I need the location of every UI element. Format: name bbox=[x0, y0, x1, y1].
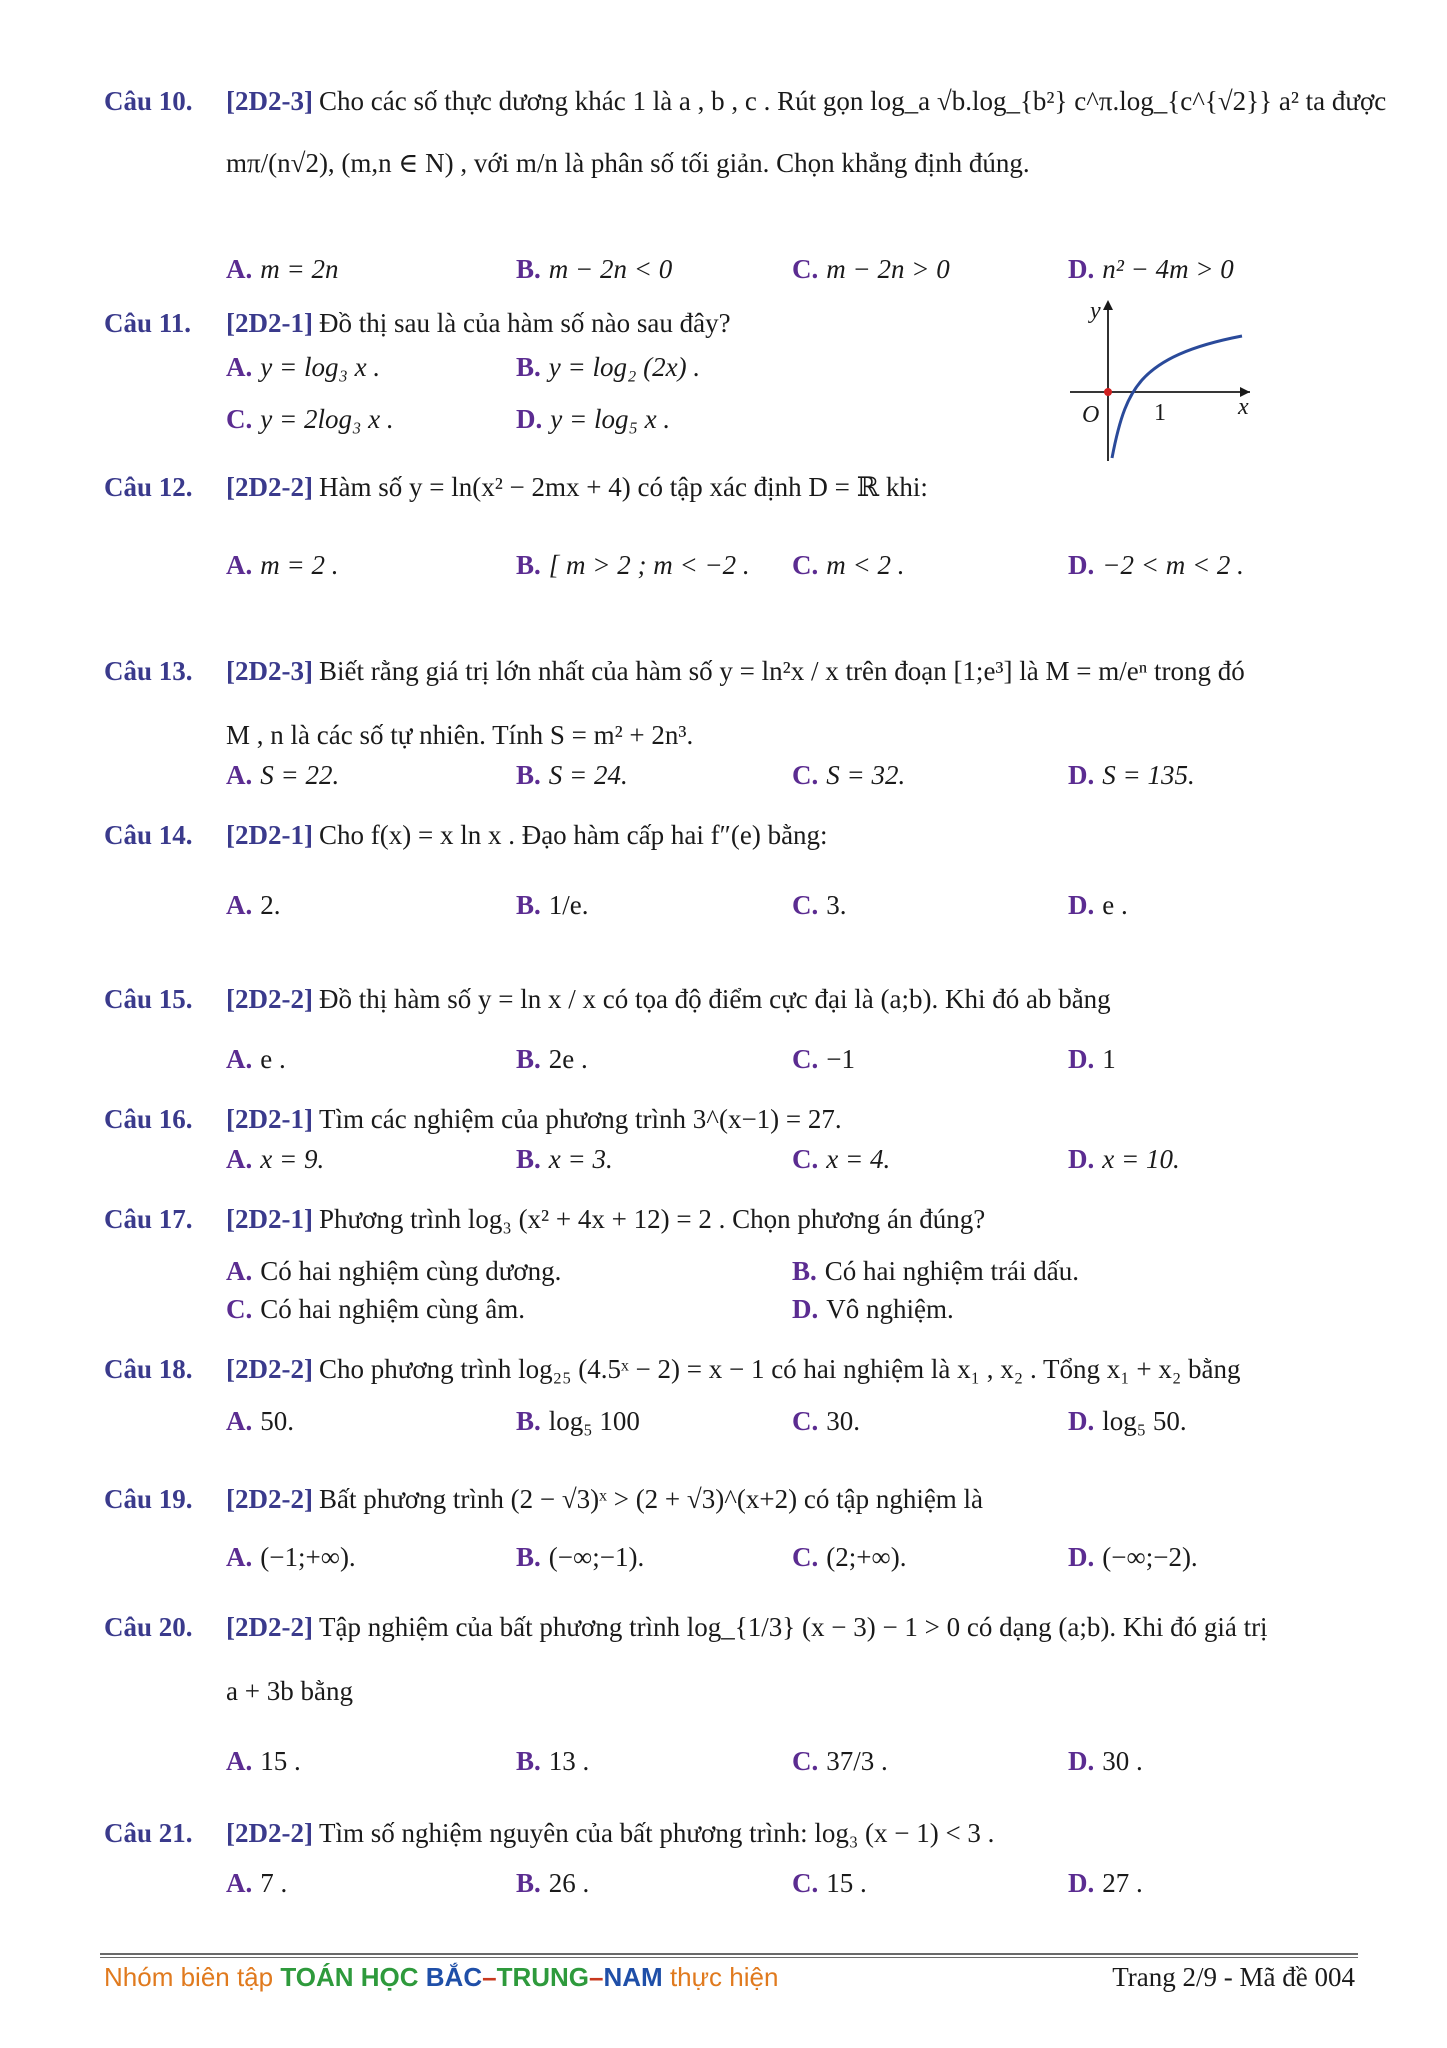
question-20-continuation: a + 3b bằng bbox=[226, 1676, 353, 1706]
option-d: D. 30 . bbox=[1068, 1746, 1143, 1776]
option-d: D. 1 bbox=[1068, 1044, 1116, 1074]
question-number: Câu 15. bbox=[104, 984, 193, 1014]
question-number: Câu 10. bbox=[104, 86, 193, 116]
option-text: m − 2n > 0 bbox=[826, 254, 950, 284]
option-c: C. −1 bbox=[792, 1044, 855, 1074]
option-b bbox=[516, 252, 672, 286]
option-c: C. 15 . bbox=[792, 1868, 867, 1898]
question-number: Câu 12. bbox=[104, 472, 193, 502]
footer-divider-thin bbox=[100, 1957, 1358, 1958]
footer-bac: BẮC bbox=[425, 1962, 483, 1992]
question-tag: [2D2-1] bbox=[226, 820, 313, 850]
question-tag: [2D2-2] bbox=[226, 1354, 313, 1384]
question-tag: [2D2-2] bbox=[226, 472, 313, 502]
question-18 bbox=[104, 1352, 1354, 1386]
option-d: D. y = log₅ x . bbox=[516, 404, 671, 434]
option-c: C. S = 32. bbox=[792, 760, 906, 790]
x-axis-label: x bbox=[1238, 394, 1249, 420]
option-d: D. (−∞;−2). bbox=[1068, 1542, 1198, 1572]
question-stem: Bất phương trình (2 − √3)ˣ > (2 + √3)^(x+2) có tập nghiệm là bbox=[318, 1484, 984, 1514]
question-tag: [2D2-2] bbox=[226, 1484, 313, 1514]
option-b: B. S = 24. bbox=[516, 760, 628, 790]
question-number: Câu 13. bbox=[104, 656, 193, 686]
option-d: D. Vô nghiệm. bbox=[792, 1294, 954, 1324]
option-b: B. 1/e. bbox=[516, 890, 589, 920]
question-13 bbox=[104, 654, 1354, 688]
question-stem: Hàm số y = ln(x² − 2mx + 4) có tập xác định D = ℝ khi: bbox=[318, 472, 928, 502]
question-tag: [2D2-1] bbox=[226, 308, 313, 338]
option-label: D. bbox=[1068, 254, 1095, 284]
footer-dash: – bbox=[589, 1962, 604, 1992]
option-c bbox=[792, 252, 950, 286]
question-13-continuation: M , n là các số tự nhiên. Tính S = m² + 2n³. bbox=[226, 720, 694, 750]
option-c: C. y = 2log₃ x . bbox=[226, 404, 394, 434]
option-label: A. bbox=[226, 254, 253, 284]
option-c: C. 3. bbox=[792, 890, 847, 920]
question-tag: [2D2-3] bbox=[226, 86, 313, 116]
log-graph-figure bbox=[1060, 296, 1260, 466]
footer-dash: – bbox=[482, 1962, 497, 1992]
option-b: B. (−∞;−1). bbox=[516, 1542, 645, 1572]
option-a: A. m = 2 . bbox=[226, 550, 339, 580]
question-number: Câu 21. bbox=[104, 1818, 193, 1848]
option-d: D. S = 135. bbox=[1068, 760, 1195, 790]
question-number: Câu 14. bbox=[104, 820, 193, 850]
y-axis-label: y bbox=[1090, 298, 1101, 324]
question-21 bbox=[104, 1816, 1354, 1850]
question-stem: Cho các số thực dương khác 1 là a , b , c . Rút gọn log_a √b.log_{b²} c^π.log_{c^{√2}} a² ta được bbox=[318, 86, 1387, 116]
question-stem: Cho phương trình log₂₅ (4.5ˣ − 2) = x − 1 có hai nghiệm là x₁ , x₂ . Tổng x₁ + x₂ bằng bbox=[318, 1354, 1241, 1384]
question-tag: [2D2-2] bbox=[226, 1612, 313, 1642]
option-c: C. (2;+∞). bbox=[792, 1542, 907, 1572]
page-number: Trang 2/9 - Mã đề 004 bbox=[1112, 1962, 1355, 1992]
footer-trung: TRUNG bbox=[496, 1962, 590, 1992]
option-b: B. 13 . bbox=[516, 1746, 590, 1776]
option-a: A. 7 . bbox=[226, 1868, 288, 1898]
option-b: B. y = log₂ (2x) . bbox=[516, 352, 701, 382]
option-b: B. x = 3. bbox=[516, 1144, 613, 1174]
option-b: B. 2e . bbox=[516, 1044, 588, 1074]
question-16 bbox=[104, 1102, 1354, 1136]
option-a: A. 2. bbox=[226, 890, 281, 920]
question-stem: Biết rằng giá trị lớn nhất của hàm số y = ln²x / x trên đoạn [1;e³] là M = m/eⁿ trong đó bbox=[318, 656, 1245, 686]
origin-point bbox=[1104, 388, 1112, 396]
option-c: C. 30. bbox=[792, 1406, 860, 1436]
question-stem: Tìm các nghiệm của phương trình 3^(x−1) = 27. bbox=[318, 1104, 842, 1134]
option-label: B. bbox=[516, 254, 541, 284]
question-number: Câu 20. bbox=[104, 1612, 193, 1642]
option-a: A. (−1;+∞). bbox=[226, 1542, 356, 1572]
option-c: C. Có hai nghiệm cùng âm. bbox=[226, 1294, 525, 1324]
question-tag: [2D2-2] bbox=[226, 1818, 313, 1848]
question-20 bbox=[104, 1610, 1354, 1644]
question-10-continuation: mπ/(n√2), (m,n ∈ N) , với m/n là phân số tối giản. Chọn khẳng định đúng. bbox=[226, 148, 1030, 178]
footer-prefix: Nhóm biên tập bbox=[104, 1962, 274, 1992]
option-text: m = 2n bbox=[260, 254, 339, 284]
question-14 bbox=[104, 818, 1354, 852]
footer-credit bbox=[104, 1962, 778, 1993]
origin-label: O bbox=[1082, 402, 1100, 428]
question-number: Câu 11. bbox=[104, 308, 192, 338]
option-a: A. 50. bbox=[226, 1406, 294, 1436]
option-a: A. S = 22. bbox=[226, 760, 340, 790]
option-c: C. 37/3 . bbox=[792, 1746, 888, 1776]
option-d: D. log₅ 50. bbox=[1068, 1406, 1187, 1436]
y-axis-arrow bbox=[1103, 300, 1113, 310]
question-stem: Phương trình log₃ (x² + 4x + 12) = 2 . Chọn phương án đúng? bbox=[318, 1204, 986, 1234]
question-number: Câu 19. bbox=[104, 1484, 193, 1514]
question-tag: [2D2-1] bbox=[226, 1104, 313, 1134]
footer-divider bbox=[100, 1953, 1358, 1955]
option-a: A. y = log₃ x . bbox=[226, 352, 381, 382]
question-10 bbox=[104, 84, 1387, 118]
footer-suffix: thực hiện bbox=[669, 1962, 779, 1992]
question-tag: [2D2-1] bbox=[226, 1204, 313, 1234]
option-b: B. [ m > 2 ; m < −2 . bbox=[516, 550, 750, 580]
question-stem: Đồ thị hàm số y = ln x / x có tọa độ điểm cực đại là (a;b). Khi đó ab bằng bbox=[318, 984, 1111, 1014]
curve bbox=[1112, 336, 1242, 458]
option-a: A. e . bbox=[226, 1044, 286, 1074]
question-tag: [2D2-2] bbox=[226, 984, 313, 1014]
option-d: D. −2 < m < 2 . bbox=[1068, 550, 1244, 580]
option-a bbox=[226, 252, 338, 286]
option-d: D. e . bbox=[1068, 890, 1128, 920]
footer-toan-hoc: TOÁN HỌC bbox=[280, 1962, 419, 1992]
option-d: D. x = 10. bbox=[1068, 1144, 1180, 1174]
option-b: B. Có hai nghiệm trái dấu. bbox=[792, 1256, 1079, 1286]
question-tag: [2D2-3] bbox=[226, 656, 313, 686]
option-a: A. 15 . bbox=[226, 1746, 301, 1776]
question-17 bbox=[104, 1202, 1354, 1236]
question-19 bbox=[104, 1482, 1354, 1516]
question-15 bbox=[104, 982, 1354, 1016]
option-text: n² − 4m > 0 bbox=[1102, 254, 1234, 284]
tick-label: 1 bbox=[1154, 400, 1166, 426]
question-number: Câu 17. bbox=[104, 1204, 193, 1234]
option-b: B. 26 . bbox=[516, 1868, 590, 1898]
question-number: Câu 18. bbox=[104, 1354, 193, 1384]
question-stem: Cho f(x) = x ln x . Đạo hàm cấp hai f″(e) bằng: bbox=[318, 820, 828, 850]
option-text: m − 2n < 0 bbox=[548, 254, 673, 284]
option-label: C. bbox=[792, 254, 819, 284]
option-a: A. Có hai nghiệm cùng dương. bbox=[226, 1256, 562, 1286]
option-a: A. x = 9. bbox=[226, 1144, 325, 1174]
option-b: B. log₅ 100 bbox=[516, 1406, 640, 1436]
option-d bbox=[1068, 252, 1234, 286]
question-number: Câu 16. bbox=[104, 1104, 193, 1134]
option-c: C. m < 2 . bbox=[792, 550, 905, 580]
question-stem: Tập nghiệm của bất phương trình log_{1/3} (x − 3) − 1 > 0 có dạng (a;b). Khi đó giá trị bbox=[318, 1612, 1268, 1642]
footer-nam: NAM bbox=[603, 1962, 663, 1992]
question-12 bbox=[104, 470, 1354, 504]
question-stem: Tìm số nghiệm nguyên của bất phương trình: log₃ (x − 1) < 3 . bbox=[318, 1818, 995, 1848]
option-c: C. x = 4. bbox=[792, 1144, 891, 1174]
question-stem: Đồ thị sau là của hàm số nào sau đây? bbox=[318, 308, 731, 338]
option-d: D. 27 . bbox=[1068, 1868, 1143, 1898]
